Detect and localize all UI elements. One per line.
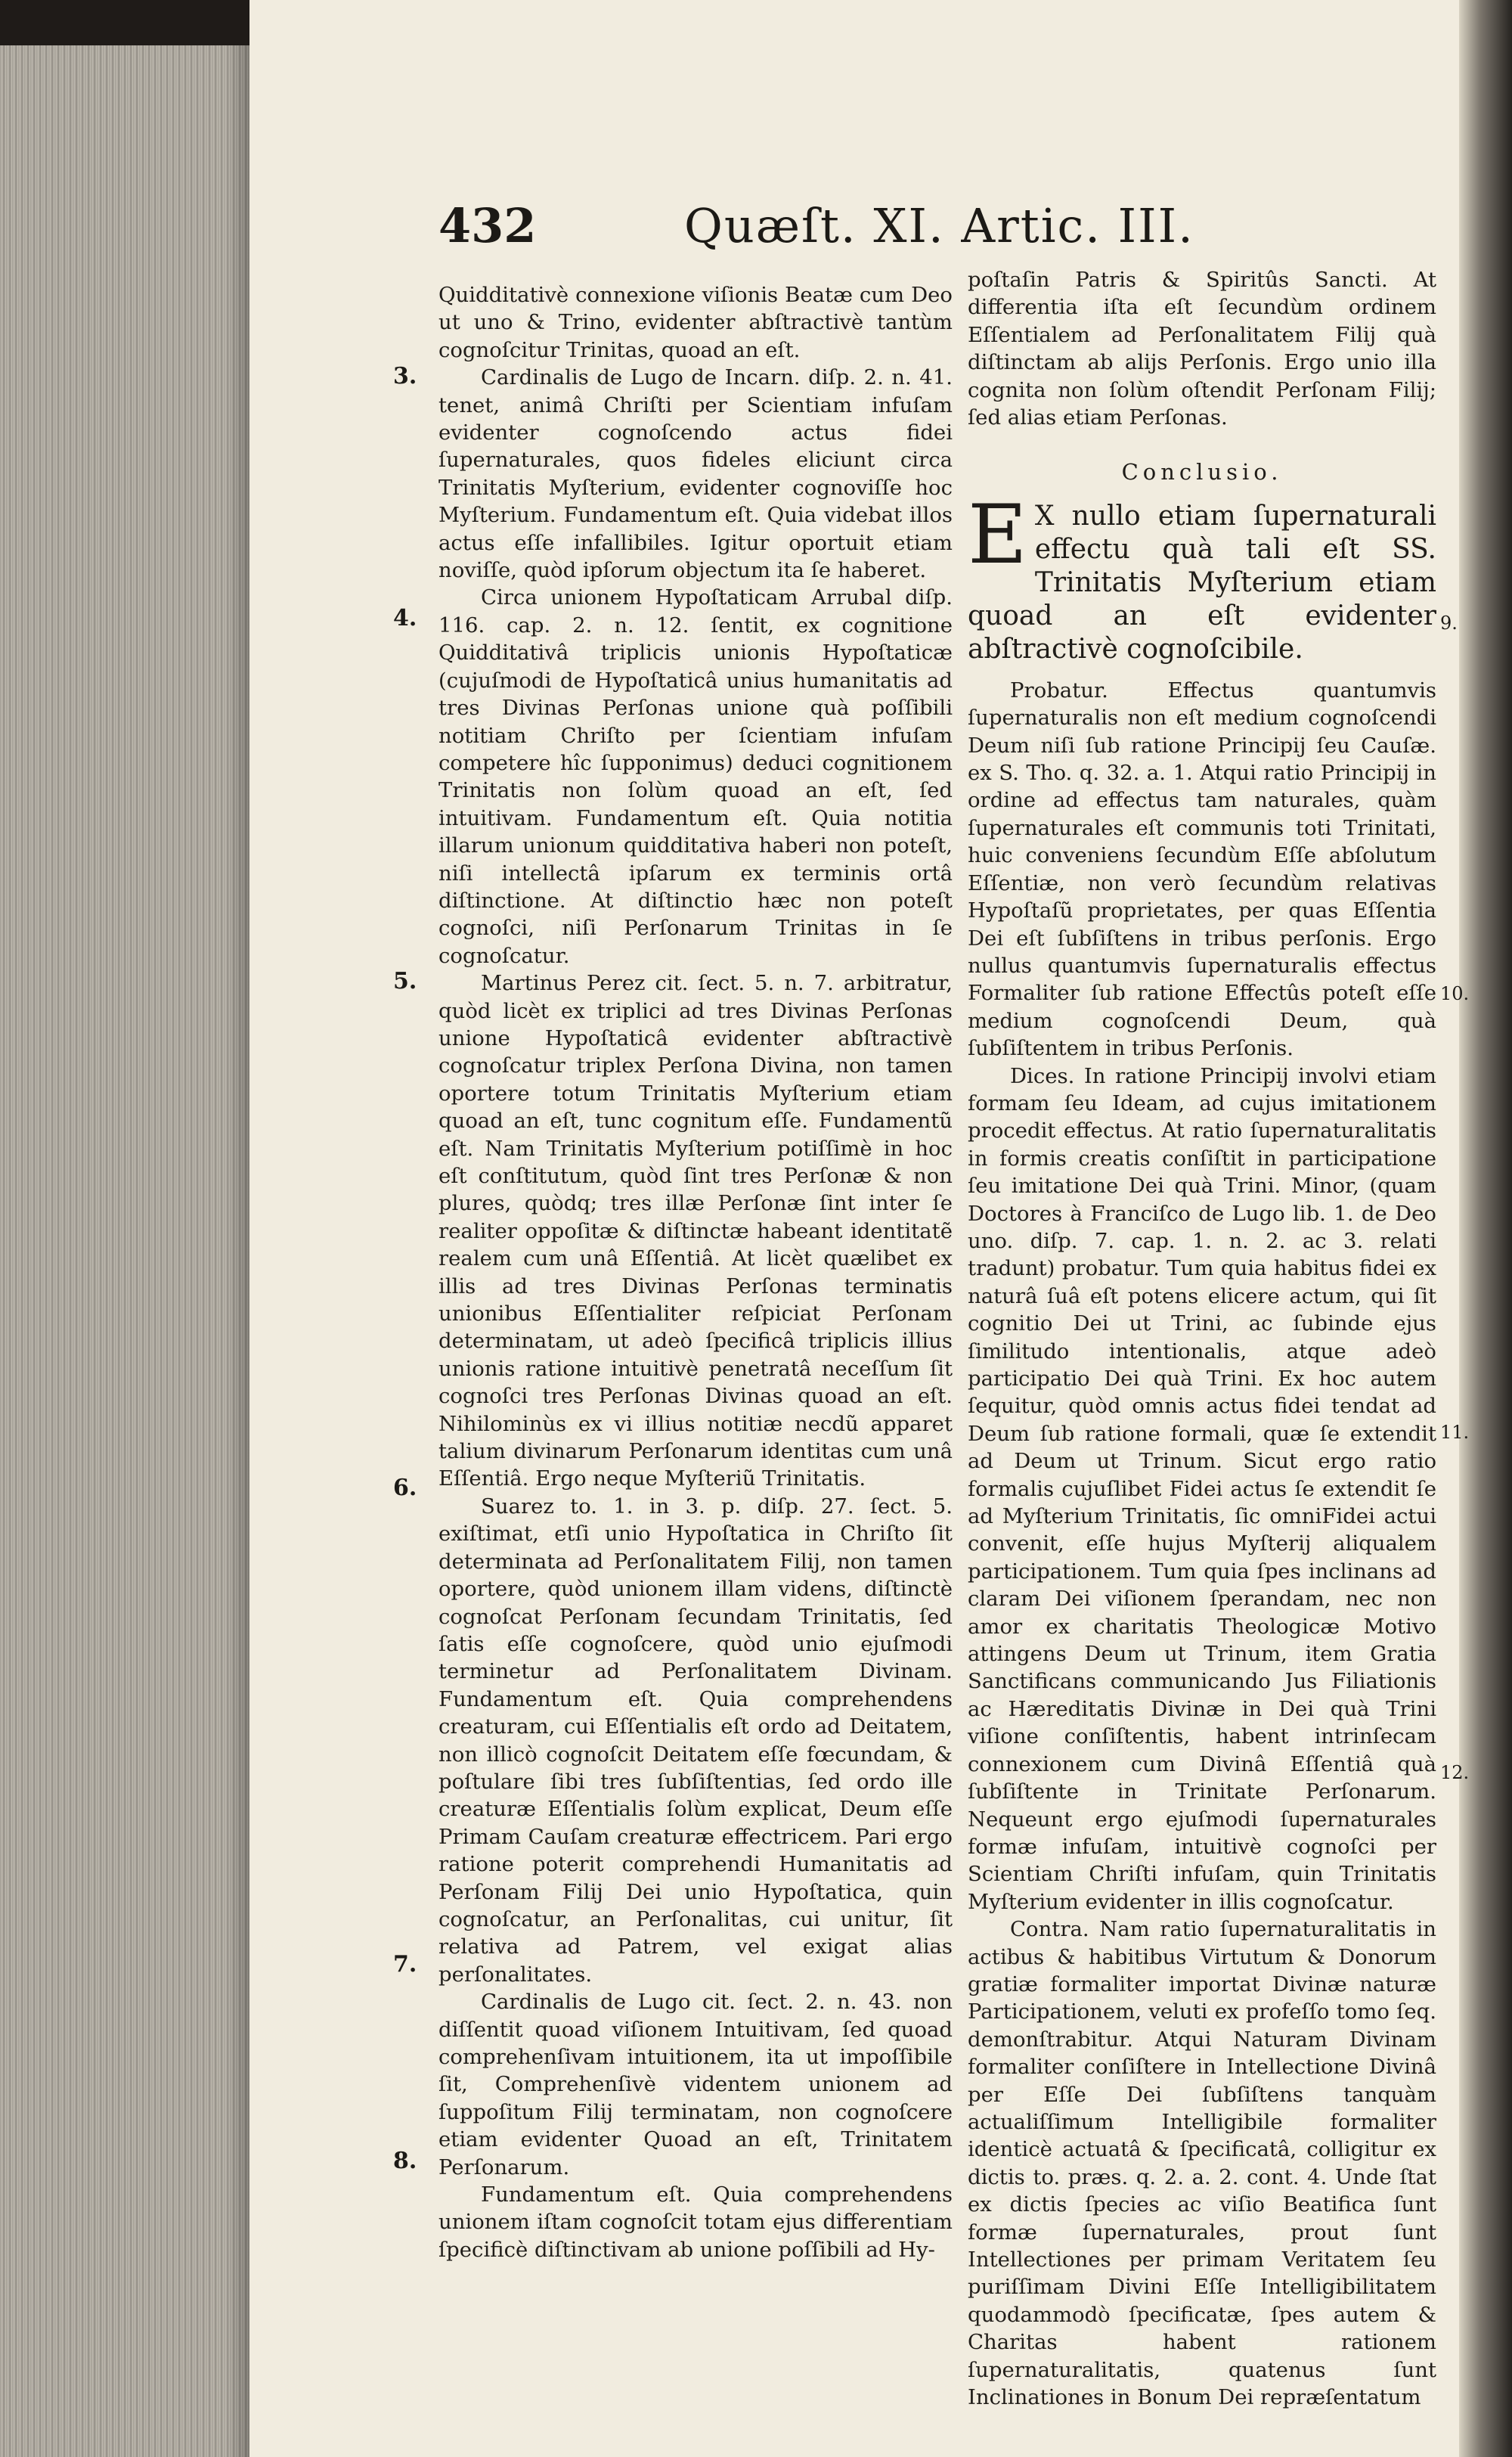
margin-number: 4.: [393, 605, 417, 631]
paragraph: Martinus Perez cit. ſect. 5. n. 7. arbitratur, quòd licèt ex triplici ad tres Divinas Perſonas unione Hypoſtaticâ evidenter abſtractivè cognoſcatur triplex Perſona Divina, non tamen oportere totum Trinitatis Myſterium etiam quoad an eſt, tunc cognitum eſſe. Fundamentũ eſt. Nam Trinitatis Myſterium potiſſimè in hoc eſt conſtitutum, quòd ſint tres Perſonæ & non plures, quòdq; tres illæ Perſonæ ſint inter ſe realiter oppoſitæ & diſtinctæ habeant identitatẽ realem cum unâ Eſſentiâ. At licèt quælibet ex illis ad tres Divinas Perſonas terminatis unionibus Eſſentialiter reſpiciat Perſonam determinatam, ut adeò ſpecificâ triplicis illius unionis ratione intuitivè penetratâ neceſſum ſit cognoſci tres Perſonas Divinas quoad an eſt. Nihilominùs ex vi illius notitiæ necdũ apparet talium divinarum Perſonarum identitas cum unâ Eſſentiâ. Ergo neque Myſteriũ Trinitatis.: [438, 971, 953, 1491]
drop-cap: E: [968, 487, 1027, 582]
margin-number: 12.: [1440, 1762, 1470, 1783]
paragraph: Probatur. Effectus quantumvis ſupernaturalis non eſt medium cognoſcendi Deum niſi ſub ratione Principij ſeu Cauſæ. ex S. Tho. q. 32. a. 1. Atqui ratio Principij in ordine ad effectus tam naturales, quàm ſupernaturales eſt communis toti Trinitati, huic conveniens ſecundùm Eſſe abſolutum Eſſentiæ, non verò ſecundùm relativas Hypoſtaſũ proprietates, per quas Eſſentia Dei eſt ſubſiſtens in tribus perſonis. Ergo nullus quantumvis ſupernaturalis effectus Formaliter ſub ratione Effectûs poteſt eſſe medium cognoſcendi Deum, quà ſubſiſtentem in tribus Perſonis.: [968, 678, 1436, 1061]
paragraph: Suarez to. 1. in 3. p. diſp. 27. ſect. 5. exiſtimat, etſi unio Hypoſtatica in Chriſto ſit determinata ad Perſonalitatem Filij, non tamen oportere, quòd unionem illam videns, diſtinctè cognoſcat Perſonam ſecundam Trinitatis, ſed ſatis eſſe cognoſcere, quòd unio ejuſmodi terminetur ad Perſonalitatem Divinam. Fundamentum eſt. Quia comprehendens creaturam, cui Eſſentialis eſt ordo ad Deitatem, non illicò cognoſcit Deitatem eſſe fœcundam, & poſtulare ſibi tres ſubſiſtentias, ſed ordo ille creaturæ Eſſentialis ſolùm explicat, Deum eſſe Primam Cauſam creaturæ effectricem. Pari ergo ratione poterit comprehendi Humanitatis ad Perſonam Filij Dei unio Hypoſtatica, quin cognoſcatur, an Perſonalitas, cui unitur, ſit relativa ad Patrem, vel exigat alias perſonalitates.: [438, 1494, 953, 1987]
page-top-edge: [249, 0, 1459, 18]
margin-number: 7.: [393, 1951, 417, 1978]
margin-number: 9.: [1440, 613, 1458, 634]
page-number: 432: [438, 198, 537, 253]
paragraph: Cardinalis de Lugo de Incarn. diſp. 2. n. 41. tenet, animâ Chriſti per Scientiam infuſam evidenter cognoſcendo actus fidei ſupernaturales, quos fideles eliciunt circa Trinitatis Myſterium, evidenter cognoviſſe hoc Myſterium. Fundamentum eſt. Quia videbat illos actus eſſe infallibiles. Igitur oportuit etiam noviſſe, quòd ipſorum objectum ita ſe haberet.: [438, 365, 953, 583]
conclusio-text: X nullo etiam ſupernaturali effectu quà tali eſt SS. Trinitatis Myſterium etiam quoad an eſt evidenter abſtractivè cognoſcibile.: [968, 500, 1436, 665]
margin-number: 5.: [393, 968, 417, 994]
page-header: [438, 198, 1225, 266]
book-page-edges: [0, 45, 249, 2457]
margin-number: 11.: [1440, 1422, 1470, 1443]
paragraph: Dices. In ratione Principij involvi etiam formam ſeu Ideam, ad cujus imitationem procedit effectus. At ratio ſupernaturalitatis in formis creatis conſiſtit in participatione ſeu imitatione Dei quà Trini. Minor, (quam Doctores à Franciſco de Lugo lib. 1. de Deo uno. diſp. 7. cap. 1. n. 2. ac 3. relati tradunt) probatur. Tum quia habitus fidei ex naturâ ſuâ eſt potens elicere actum, qui ſit cognitio Dei ut Trini, ac ſubinde ejus ſimilitudo intentionalis, atque adeò participatio Dei quà Trini. Ex hoc autem ſequitur, quòd omnis actus fidei tendat ad Deum ſub ratione formali, quæ ſe extendit ad Deum ut Trinum. Sicut ergo ratio formalis cujuſlibet Fidei actus ſe extendit ſe ad Myſterium Trinitatis, ſic omniFidei actui convenit, eſſe hujus Myſterij aliqualem participationem. Tum quia ſpes inclinans ad claram Dei viſionem ſperandam, nec non amor ex charitatis Theologicæ Motivo attingens Deum ut Trinum, item Gratia Sanctificans communicando Jus Filiationis ac Hæreditatis Divinæ in Dei quà Trini viſione conſiſtentis, habent intrinſecam connexionem cum Divinâ Eſſentiâ quà ſubſiſtente in Trinitate Perſonarum. Nequeunt ergo ejuſmodi ſupernaturales formæ infuſam, intuitivè cognoſci per Scientiam Chriſti infuſam, quin Trinitatis Myſterium evidenter in illis cognoſcatur.: [968, 1063, 1436, 1914]
margin-number: 10.: [1440, 983, 1470, 1004]
paragraph: poſtaſin Patris & Spiritûs Sancti. At differentia iſta eſt ſecundùm ordinem Eſſentialem ad Perſonalitatem Filij quà diſtinctam ab alijs Perſonis. Ergo unio illa cognita non ſolùm oſtendit Perſonam Filij; ſed alias etiam Perſonas.: [968, 268, 1436, 430]
margin-number: 6.: [393, 1475, 417, 1501]
paragraph: Quidditativè connexione viſionis Beatæ cum Deo ut uno & Trino, evidenter abſtractivè tantùm cognoſcitur Trinitas, quoad an eſt.: [438, 283, 953, 362]
paragraph: Circa unionem Hypoſtaticam Arrubal diſp. 116. cap. 2. n. 12. ſentit, ex cognitione Quidditativâ triplicis unionis Hypoſtaticæ (cujuſmodi de Hypoſtaticâ unius humanitatis ad tres Divinas Perſonas unione quà poſſibili notitiam Chriſto per ſcientiam infuſam competere hîc ſupponimus) deduci cognitionem Trinitatis non ſolùm quoad an eſt, ſed intuitivam. Fundamentum eſt. Quia notitia illarum unionum quidditativa haberi non poteſt, niſi intellectâ ipſarum ex terminis ortâ diſtinctione. At diſtinctio hæc non poteſt cognoſci, niſi Perſonarum Trinitas in ſe cognoſcatur.: [438, 585, 953, 968]
running-title: Quæſt. XI. Artic. III.: [684, 198, 1194, 253]
margin-number: 8.: [393, 2148, 417, 2174]
right-column: [968, 266, 1436, 2411]
paragraph: Fundamentum eſt. Quia comprehendens unionem iſtam cognoſcit totam ejus differentiam ſpecificè diſtinctivam ab unione poſſibili ad Hy-: [438, 2182, 953, 2262]
section-heading: Conclusio.: [1121, 459, 1283, 486]
left-column: [438, 281, 953, 2263]
conclusio-paragraph: [968, 487, 1436, 666]
book-gutter: [1459, 0, 1512, 2457]
margin-number: 3.: [393, 363, 417, 389]
paragraph: Contra. Nam ratio ſupernaturalitatis in actibus & habitibus Virtutum & Donorum gratiæ formaliter importat Divinæ naturæ Participationem, veluti ex profeſſo tomo ſeq. demonſtrabitur. Atqui Naturam Divinam formaliter conſiſtere in Intellectione Divinâ per Eſſe Dei ſubſiſtens tanquàm actualiſſimum Intelligibile formaliter identicè actuatâ & ſpecificatâ, colligitur ex dictis to. præs. q. 2. a. 2. cont. 4. Unde ſtat ex dictis ſpecies ac viſio Beatifica ſunt formæ ſupernaturales, prout ſunt Intellectiones per primam Veritatem ſeu puriſſimam Divini Eſſe Intelligibilitatem quodammodò ſpecificatæ, ſpes autem & Charitas habent rationem ſupernaturalitatis, quatenus ſunt Inclinationes in Bonum Dei repræſentatum: [968, 1917, 1436, 2410]
paragraph: Cardinalis de Lugo cit. ſect. 2. n. 43. non diſſentit quoad viſionem Intuitivam, ſed quoad comprehenſivam intuitionem, ita ut impoſſibile ſit, Comprehenſivè videntem unionem ad ſuppoſitum Filij terminatam, non cognoſcere etiam evidenter Quoad an eſt, Trinitatem Perſonarum.: [438, 1990, 953, 2179]
